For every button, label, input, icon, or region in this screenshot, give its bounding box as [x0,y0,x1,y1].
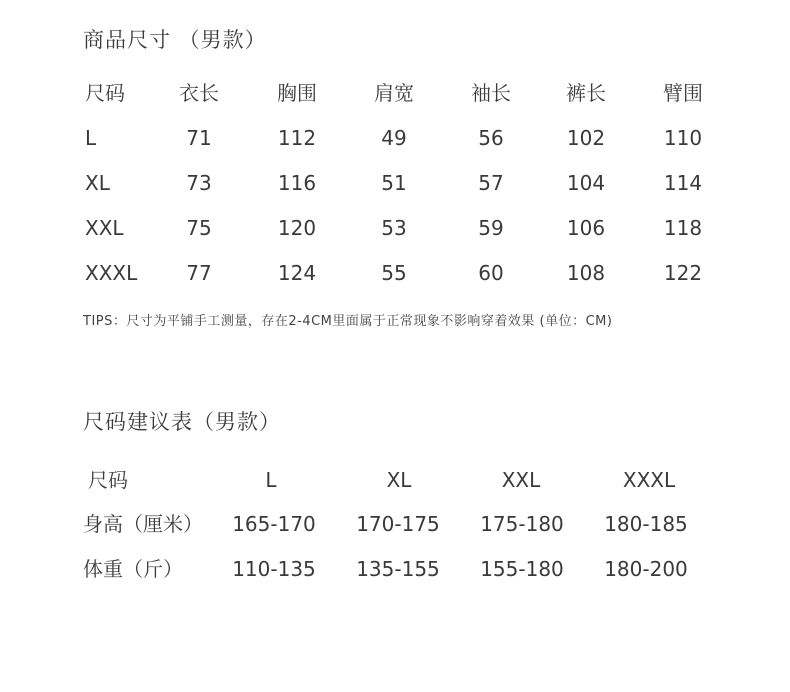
table-cell: 51 [381,171,407,195]
table-cell: 170-175 [356,512,440,536]
header-cell: 袖长 [471,81,511,105]
recommend-table-header [0,464,790,496]
header-cell: 裤长 [566,81,606,105]
table-row [0,212,790,244]
size-cell: XXL [85,216,124,240]
table-row [0,508,790,540]
header-cell: 肩宽 [374,81,414,105]
header-cell: L [265,468,277,492]
table-cell: 71 [186,126,212,150]
table-cell: 77 [186,261,212,285]
measurement-tips: TIPS：尺寸为平铺手工测量，存在2-4CM里面属于正常现象不影响穿着效果 (单位：CM) [83,314,613,329]
table-cell: 104 [566,171,606,195]
header-cell: 尺码 [88,468,128,492]
table-cell: 122 [663,261,703,285]
table-row [0,553,790,585]
table-cell: 124 [277,261,317,285]
header-cell: 臂围 [663,81,703,105]
table-cell: 180-200 [604,557,688,581]
size-table-title: 商品尺寸 （男款） [83,28,267,52]
size-cell: XXXL [85,261,138,285]
table-cell: 180-185 [604,512,688,536]
table-cell: 60 [478,261,504,285]
header-cell: XXXL [622,468,676,492]
table-cell: 49 [381,126,407,150]
table-cell: 102 [566,126,606,150]
table-cell: 110-135 [232,557,316,581]
size-cell: XL [85,171,110,195]
table-cell: 110 [663,126,703,150]
header-cell: 衣长 [179,81,219,105]
row-label: 身高（厘米） [83,512,203,536]
table-cell: 57 [478,171,504,195]
table-row [0,257,790,289]
header-cell: XL [386,468,412,492]
table-row [0,167,790,199]
header-cell: 尺码 [85,81,125,105]
table-cell: 73 [186,171,212,195]
table-cell: 118 [663,216,703,240]
table-cell: 135-155 [356,557,440,581]
table-cell: 175-180 [480,512,564,536]
row-label: 体重（斤） [83,557,183,581]
table-cell: 120 [277,216,317,240]
table-cell: 75 [186,216,212,240]
table-cell: 55 [381,261,407,285]
table-cell: 114 [663,171,703,195]
table-cell: 59 [478,216,504,240]
table-cell: 56 [478,126,504,150]
table-cell: 112 [277,126,317,150]
size-table-header [0,77,790,109]
table-row [0,122,790,154]
header-cell: XXL [501,468,541,492]
table-cell: 106 [566,216,606,240]
header-cell: 胸围 [277,81,317,105]
size-cell: L [85,126,97,150]
table-cell: 165-170 [232,512,316,536]
table-cell: 108 [566,261,606,285]
table-cell: 155-180 [480,557,564,581]
table-cell: 116 [277,171,317,195]
recommend-table-title: 尺码建议表（男款） [83,410,281,434]
table-cell: 53 [381,216,407,240]
